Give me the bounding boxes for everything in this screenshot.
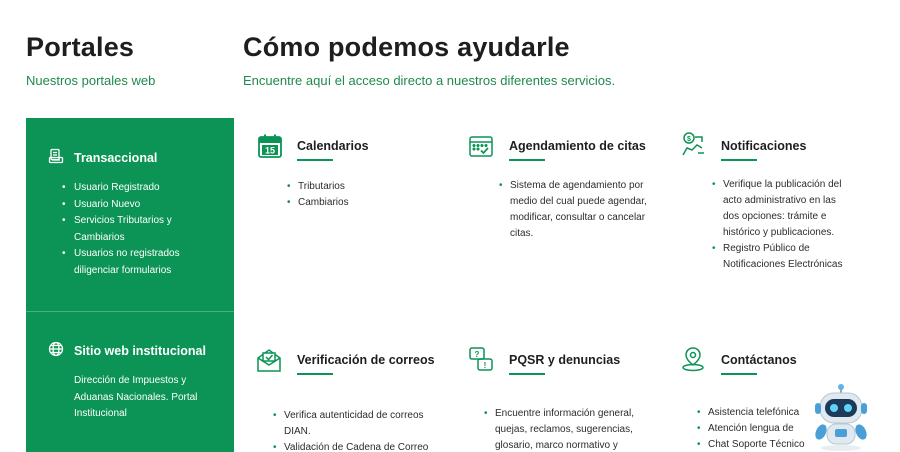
calendarios-title[interactable]: Calendarios	[297, 139, 369, 153]
sitio-web-title: Sitio web institucional	[74, 343, 206, 358]
mail-check-icon	[256, 347, 282, 373]
contactanos-item[interactable]: • Atención lengua de	[697, 421, 817, 437]
transaction-icon	[48, 148, 64, 167]
transaccional-list	[62, 180, 222, 279]
svg-text:$: $	[687, 136, 691, 143]
calendarios-item[interactable]: • Tributarios	[287, 179, 437, 195]
notificaciones-item[interactable]: • Verifique la publicación del acto administrativo en las dos opciones: trámite e histórico y publicaciones.	[712, 177, 852, 241]
contactanos-title[interactable]: Contáctanos	[721, 353, 797, 367]
portales-subtitle: Nuestros portales web	[26, 73, 156, 88]
complaint-icon	[468, 346, 494, 372]
correos-item[interactable]: • Verifica autenticidad de correos DIAN.	[273, 408, 443, 440]
calendar-icon	[257, 133, 283, 159]
notificaciones-title[interactable]: Notificaciones	[721, 139, 807, 153]
pqsr-item[interactable]: • Encuentre información general, quejas, reclamos, sugerencias, glosario, marco normativo y	[484, 406, 644, 452]
contactanos-item[interactable]: • Asistencia telefónica	[697, 405, 817, 421]
ayuda-title: Cómo podemos ayudarle	[243, 32, 570, 62]
svg-text:15: 15	[264, 145, 276, 156]
correos-item[interactable]: • Validación de Cadena de Correo	[273, 440, 443, 452]
notificaciones-list	[712, 177, 852, 273]
svg-text:!: !	[483, 361, 487, 370]
pqsr-list	[484, 406, 644, 452]
notificaciones-item[interactable]: • Registro Público de Notificaciones Electrónicas	[712, 241, 852, 273]
portales-panel	[26, 118, 234, 452]
svg-text:?: ?	[474, 350, 480, 359]
citas-item[interactable]: • Sistema de agendamiento por medio del cual puede agendar, modificar, consultar o cancelar citas.	[499, 178, 647, 242]
citas-list	[499, 178, 647, 242]
pqsr-underline	[509, 373, 545, 375]
transaccional-item[interactable]: • Usuarios no registrados diligenciar formularios	[62, 246, 222, 279]
sitio-web-link[interactable]	[48, 341, 206, 360]
citas-underline	[509, 159, 545, 161]
globe-icon	[48, 341, 64, 360]
transaccional-item[interactable]: • Usuario Nuevo	[62, 197, 222, 214]
correos-underline	[297, 373, 333, 375]
location-contact-icon	[680, 346, 706, 372]
calendarios-underline	[297, 159, 333, 161]
correos-title[interactable]: Verificación de correos	[297, 353, 435, 367]
calendarios-item[interactable]: • Cambiarios	[287, 195, 437, 211]
notification-icon	[680, 131, 706, 157]
calendarios-list	[287, 179, 437, 211]
portales-title: Portales	[26, 32, 135, 62]
transaccional-item[interactable]: • Servicios Tributarios y Cambiarios	[62, 213, 222, 246]
chatbot-icon[interactable]	[806, 384, 876, 452]
appointment-icon	[468, 133, 494, 159]
sitio-web-description: Dirección de Impuestos y Aduanas Nacionales. Portal Institucional	[74, 375, 198, 419]
contactanos-list	[697, 405, 817, 452]
contactanos-item[interactable]: • Chat Soporte Técnico	[697, 437, 817, 452]
pqsr-title[interactable]: PQSR y denuncias	[509, 353, 621, 367]
notificaciones-underline	[721, 159, 757, 161]
correos-list	[273, 408, 443, 452]
transaccional-title: Transaccional	[74, 150, 158, 165]
panel-divider	[26, 311, 234, 312]
ayuda-subtitle: Encuentre aquí el acceso directo a nuestros diferentes servicios.	[243, 73, 616, 88]
transaccional-link[interactable]	[48, 148, 157, 167]
contactanos-underline	[721, 373, 757, 375]
citas-title[interactable]: Agendamiento de citas	[509, 139, 646, 153]
transaccional-item[interactable]: • Usuario Registrado	[62, 180, 222, 197]
